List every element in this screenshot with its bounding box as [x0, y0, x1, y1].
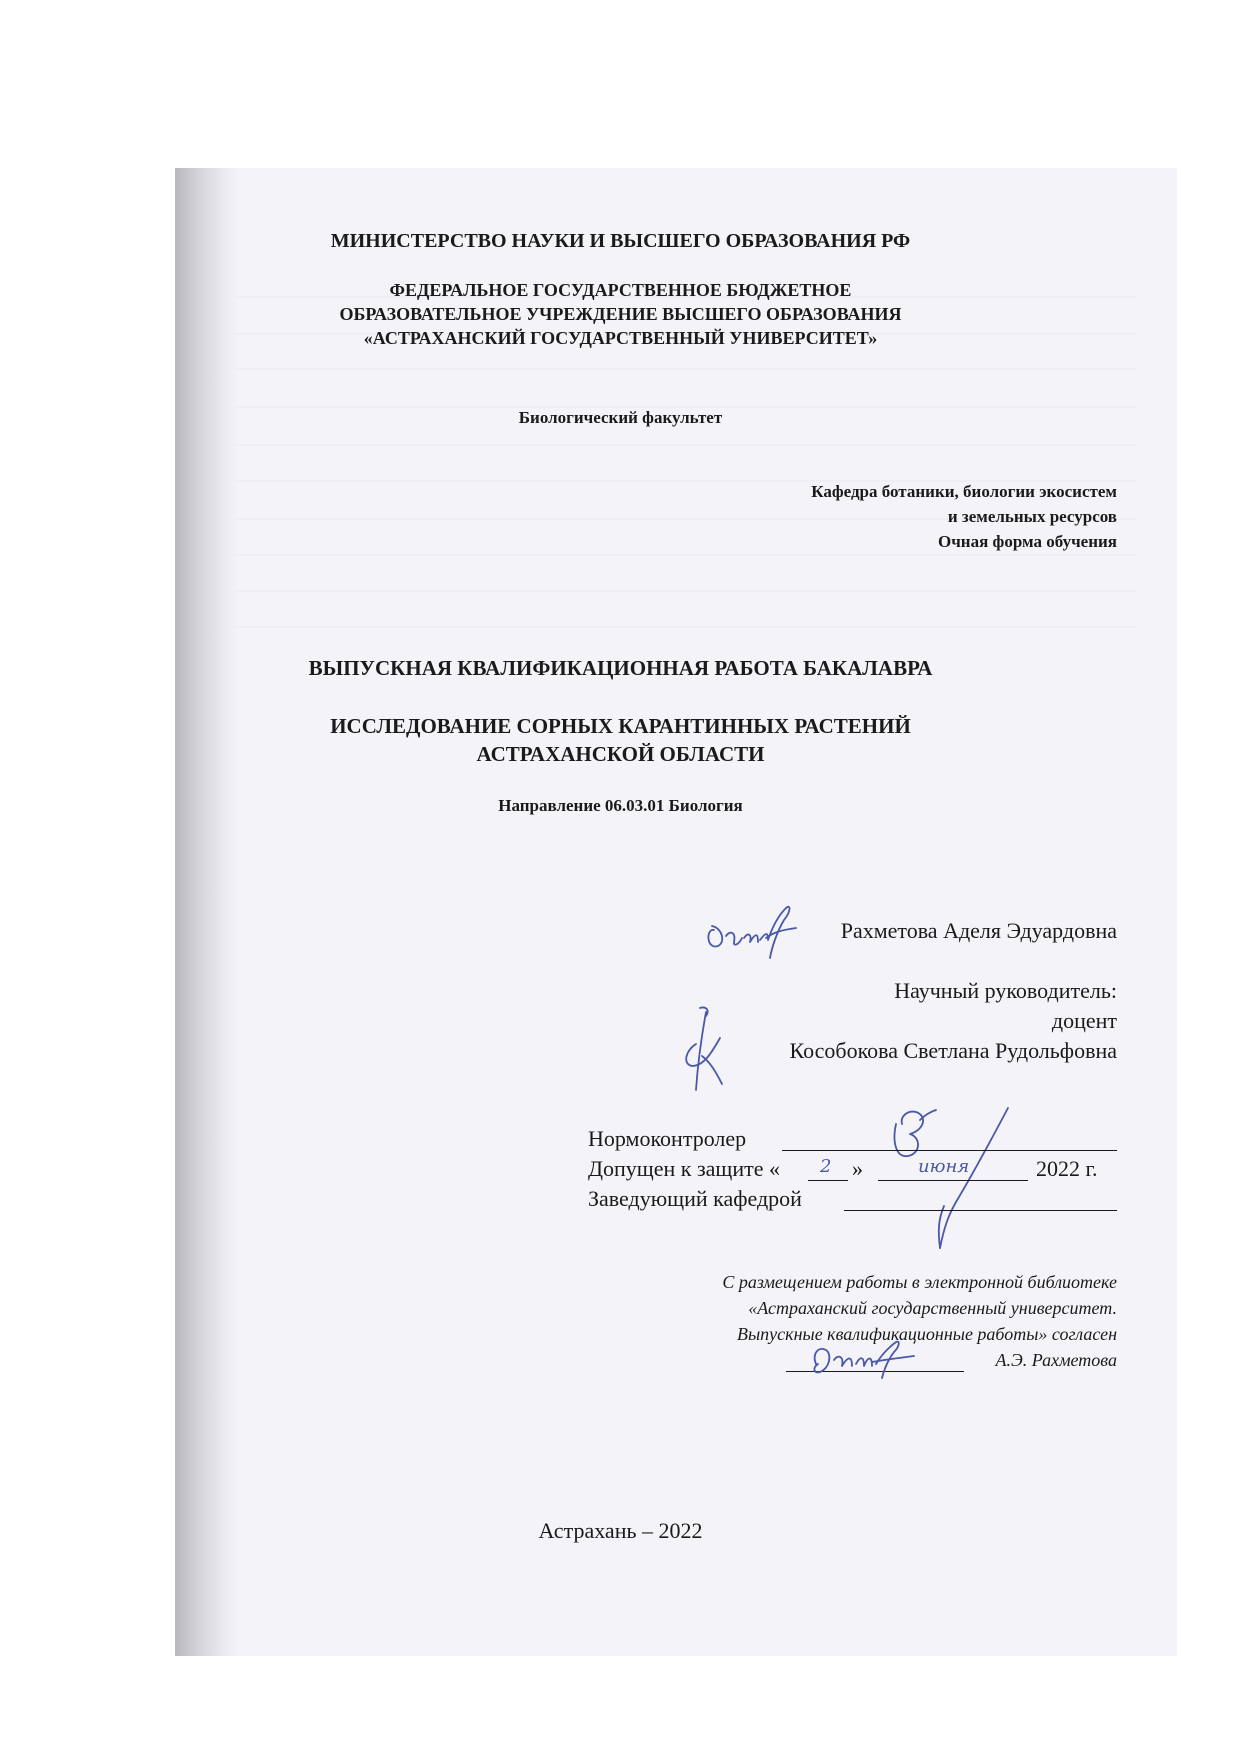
author-name: Рахметова Аделя Эдуардовна: [840, 918, 1117, 943]
author-signature: [700, 902, 800, 962]
admitted-day-handwritten: 2: [820, 1156, 832, 1177]
admitted-month-line: [878, 1180, 1028, 1181]
institution-line-2: ОБРАЗОВАТЕЛЬНОЕ УЧРЕЖДЕНИЕ ВЫСШЕГО ОБРАЗОВАНИЯ: [339, 304, 902, 324]
consent-signer: А.Э. Рахметова: [995, 1350, 1117, 1370]
consent-line-3: Выпускные квалификационные работы» согласен: [736, 1324, 1117, 1344]
institution-line-3: «АСТРАХАНСКИЙ ГОСУДАРСТВЕННЫЙ УНИВЕРСИТЕТ»: [363, 328, 878, 348]
study-direction: Направление 06.03.01 Биология: [498, 796, 743, 815]
work-title-line-1: ИССЛЕДОВАНИЕ СОРНЫХ КАРАНТИННЫХ РАСТЕНИЙ: [330, 714, 911, 738]
supervisor-title: доцент: [1051, 1008, 1117, 1033]
consent-line-1: С размещением работы в электронной библиотеке: [722, 1272, 1117, 1292]
supervisor-signature: [672, 1004, 738, 1094]
work-title-line-2: АСТРАХАНСКОЙ ОБЛАСТИ: [476, 742, 765, 766]
study-form: Очная форма обучения: [938, 532, 1117, 551]
normcontrol-signature-line: [782, 1150, 1117, 1151]
institution-line-1: ФЕДЕРАЛЬНОЕ ГОСУДАРСТВЕННОЕ БЮДЖЕТНОЕ: [389, 280, 852, 300]
head-of-department-label: Заведующий кафедрой: [588, 1186, 802, 1211]
consent-line-2: «Астраханский государственный университет.: [748, 1298, 1117, 1318]
page-edge-shadow: [175, 168, 239, 1656]
show-through-line: [235, 554, 1137, 556]
head-of-department-signature-line: [844, 1210, 1117, 1211]
faculty-name: Биологический факультет: [518, 408, 723, 427]
normcontrol-label: Нормоконтролер: [588, 1126, 747, 1151]
admitted-month-handwritten: июня: [918, 1156, 970, 1177]
consent-signature: [808, 1334, 918, 1380]
admitted-to-defense-label: Допущен к защите «: [588, 1156, 780, 1181]
supervisor-label: Научный руководитель:: [894, 978, 1117, 1003]
city-year: Астрахань – 2022: [538, 1518, 703, 1543]
show-through-line: [235, 444, 1137, 446]
head-of-department-signature: [880, 1102, 1020, 1252]
admitted-day-line: [808, 1180, 848, 1181]
work-type-heading: ВЫПУСКНАЯ КВАЛИФИКАЦИОННАЯ РАБОТА БАКАЛАВРА: [308, 656, 933, 680]
show-through-line: [235, 590, 1137, 592]
show-through-line: [235, 368, 1137, 370]
ministry-heading: МИНИСТЕРСТВО НАУКИ И ВЫСШЕГО ОБРАЗОВАНИЯ РФ: [330, 230, 911, 252]
supervisor-name: Кособокова Светлана Рудольфовна: [789, 1038, 1117, 1063]
show-through-line: [235, 626, 1137, 628]
department-line-2: и земельных ресурсов: [947, 507, 1117, 526]
admitted-year: 2022 г.: [1036, 1156, 1098, 1181]
department-line-1: Кафедра ботаники, биологии экосистем: [811, 482, 1117, 501]
document-page: [175, 168, 1177, 1656]
admitted-quote-close: »: [852, 1156, 863, 1181]
